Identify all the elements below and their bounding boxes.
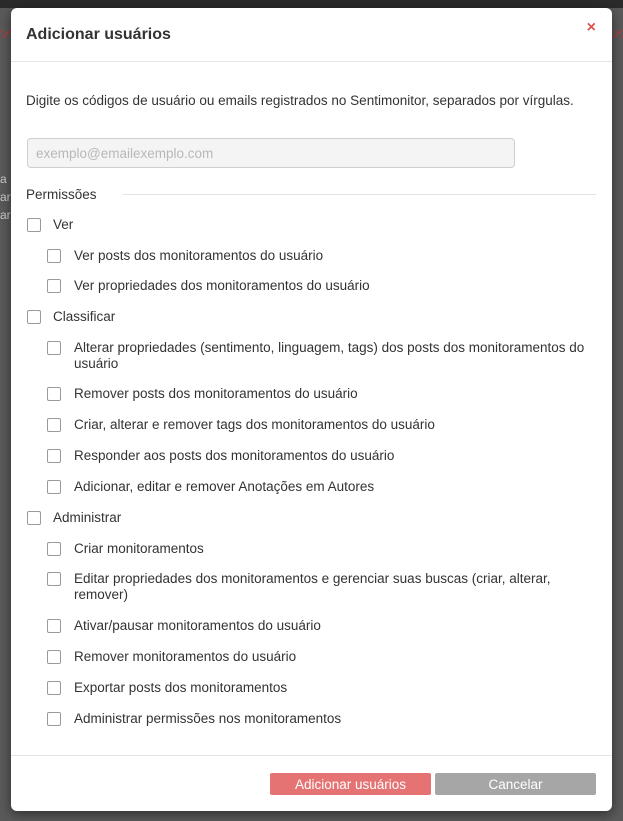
- permission-label: Exportar posts dos monitoramentos: [74, 680, 288, 695]
- add-users-button[interactable]: Adicionar usuários: [270, 773, 431, 795]
- permissions-fieldset: [26, 186, 596, 202]
- permission-reply-posts[interactable]: [47, 448, 597, 464]
- permission-toggle-monitors[interactable]: [47, 618, 597, 634]
- permission-label: Remover monitoramentos do usuário: [74, 649, 297, 664]
- dialog-footer: [11, 755, 612, 812]
- checkbox[interactable]: [27, 511, 41, 525]
- permission-label: Ativar/pausar monitoramentos do usuário: [74, 618, 321, 633]
- background-text-fragment: a ar ar: [0, 172, 11, 222]
- permission-ver-properties[interactable]: [47, 278, 597, 294]
- checkbox[interactable]: [47, 650, 61, 664]
- divider: [123, 194, 596, 195]
- permission-alter-post-properties[interactable]: [47, 340, 597, 372]
- permission-remove-posts[interactable]: [47, 386, 597, 402]
- permission-label: Administrar: [53, 510, 122, 525]
- permission-label: Criar, alterar e remover tags dos monitoramentos do usuário: [74, 417, 435, 432]
- dialog-title: Adicionar usuários: [26, 26, 171, 43]
- permission-export-posts[interactable]: [47, 680, 597, 696]
- permission-label: Adicionar, editar e remover Anotações em Autores: [74, 479, 375, 494]
- dialog-header: [11, 8, 612, 62]
- checkbox[interactable]: [47, 542, 61, 556]
- checkbox[interactable]: [47, 249, 61, 263]
- checkbox[interactable]: [47, 480, 61, 494]
- checkbox[interactable]: [47, 619, 61, 633]
- permission-admin-permissions[interactable]: [47, 711, 597, 727]
- user-email-input[interactable]: [27, 138, 515, 168]
- permission-label: Criar monitoramentos: [74, 541, 204, 556]
- checkbox[interactable]: [47, 712, 61, 726]
- checkbox[interactable]: [27, 310, 41, 324]
- permission-label: Remover posts dos monitoramentos do usuário: [74, 386, 358, 401]
- permission-label: Ver: [53, 217, 74, 232]
- checkbox[interactable]: [27, 218, 41, 232]
- instructions-text: Digite os códigos de usuário ou emails registrados no Sentimonitor, separados por vírgulas.: [26, 93, 574, 108]
- background-header: [0, 0, 623, 8]
- permission-label: Ver propriedades dos monitoramentos do usuário: [74, 278, 370, 293]
- cancel-button[interactable]: Cancelar: [435, 773, 596, 795]
- permission-label: Administrar permissões nos monitoramentos: [74, 711, 342, 726]
- permission-edit-monitor-properties[interactable]: [47, 571, 597, 603]
- permission-label: Editar propriedades dos monitoramentos e gerenciar suas buscas (criar, alterar, remover): [74, 571, 551, 602]
- add-users-dialog: [11, 8, 612, 811]
- checkbox[interactable]: [47, 418, 61, 432]
- permission-label: Responder aos posts dos monitoramentos do usuário: [74, 448, 395, 463]
- permission-label: Alterar propriedades (sentimento, linguagem, tags) dos posts dos monitoramentos do usuário: [74, 340, 585, 371]
- checkbox[interactable]: [47, 341, 61, 355]
- permission-classificar[interactable]: [27, 309, 115, 325]
- permission-label: Ver posts dos monitoramentos do usuário: [74, 248, 324, 263]
- permission-administrar[interactable]: [27, 510, 121, 526]
- checkbox[interactable]: [47, 572, 61, 586]
- permissions-legend: Permissões: [26, 187, 109, 202]
- checkbox[interactable]: [47, 449, 61, 463]
- permission-create-monitors[interactable]: [47, 541, 597, 557]
- permission-author-annotations[interactable]: [47, 479, 597, 495]
- permission-remove-monitors[interactable]: [47, 649, 597, 665]
- permission-manage-tags[interactable]: [47, 417, 597, 433]
- checkbox[interactable]: [47, 387, 61, 401]
- checkbox[interactable]: [47, 279, 61, 293]
- permission-ver[interactable]: [27, 217, 73, 233]
- permission-ver-posts[interactable]: [47, 248, 597, 264]
- close-icon[interactable]: ×: [586, 19, 596, 36]
- checkbox[interactable]: [47, 681, 61, 695]
- permission-label: Classificar: [53, 309, 116, 324]
